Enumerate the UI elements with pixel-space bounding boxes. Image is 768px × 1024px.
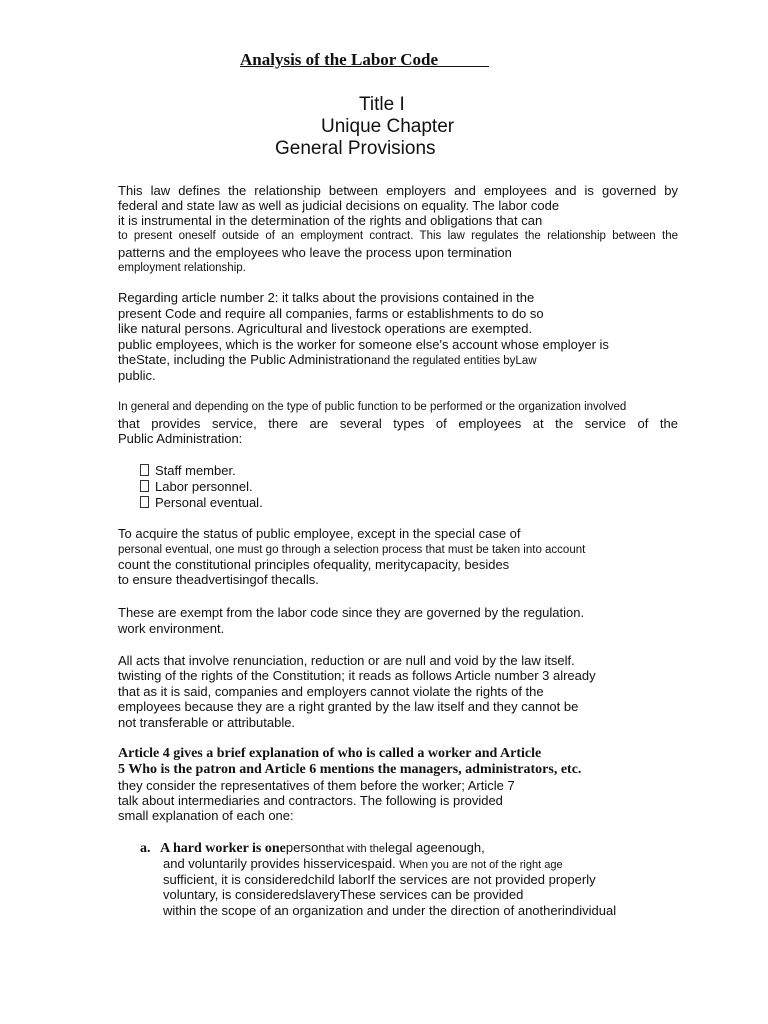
paragraph-7-line: they consider the representatives of them before the worker; Article 7 [118,778,515,793]
paragraph-6-line: employees because they are a right granted by the law itself and they cannot be [118,699,579,714]
paragraph-2-line: like natural persons. Agricultural and livestock operations are exempted. [118,321,533,336]
list-item-a-line: within the scope of an organization and under the direction of anotherindividual [163,903,617,918]
paragraph-1-line: to present oneself outside of an employment contract. This law regulates the relationship between the [118,230,678,242]
paragraph-1-line: employment relationship. [118,262,246,274]
checkbox-icon [140,480,149,492]
paragraph-6-line: twisting of the rights of the Constitution; it reads as follows Article number 3 already [118,668,596,683]
paragraph-6-line: that as it is said, companies and employers cannot violate the rights of the [118,684,544,699]
list-item-a-line: and voluntarily provides hisservicespaid. When you are not of the right age [163,856,563,871]
paragraph-1-line: federal and state law as well as judicial decisions on equality. The labor code [118,198,560,213]
paragraph-4-line: To acquire the status of public employee, except in the special case of [118,526,521,541]
heading-chapter: Unique Chapter [321,116,455,137]
paragraph-2-line: present Code and require all companies, farms or establishments to do so [118,306,544,321]
paragraph-5-line: These are exempt from the labor code since they are governed by the regulation. [118,605,585,620]
list-item: Labor personnel. [140,479,253,494]
paragraph-3-line: In general and depending on the type of public function to be performed or the organization involved [118,401,627,413]
list-item-a-first-line: a. A hard worker is onepersonthat with thelegal ageenough, [140,840,485,856]
paragraph-2-line: theState, including the Public Administrationand the regulated entities byLaw [118,352,537,367]
heading-title: Title I [359,94,405,115]
paragraph-4-line: to ensure theadvertisingof thecalls. [118,572,319,587]
paragraph-5-line: work environment. [118,621,225,636]
paragraph-2-line: public employees, which is the worker for someone else's account whose employer is [118,337,609,352]
paragraph-7-bold-line: 5 Who is the patron and Article 6 mentions the managers, administrators, etc. [118,762,582,777]
paragraph-1-line: This law defines the relationship between employers and employees and is governed by [118,183,678,198]
paragraph-7-bold-line: Article 4 gives a brief explanation of who is called a worker and Article [118,746,542,761]
checkbox-icon [140,464,149,476]
paragraph-3-line: Public Administration: [118,431,243,446]
paragraph-1-line: patterns and the employees who leave the process upon termination [118,245,512,260]
paragraph-4-line: count the constitutional principles ofequality, meritycapacity, besides [118,557,510,572]
document-title: Analysis of the Labor Code [240,50,439,69]
paragraph-6-line: not transferable or attributable. [118,715,296,730]
paragraph-4-line: personal eventual, one must go through a selection process that must be taken into account [118,544,586,556]
paragraph-1-line: it is instrumental in the determination of the rights and obligations that can [118,213,543,228]
paragraph-7-line: talk about intermediaries and contractors. The following is provided [118,793,503,808]
checkbox-icon [140,496,149,508]
paragraph-3-line: that provides service, there are several types of employees at the service of the [118,416,678,431]
paragraph-2-line: Regarding article number 2: it talks about the provisions contained in the [118,290,535,305]
list-item-a-line: sufficient, it is consideredchild laborIf the services are not provided properly [163,872,596,887]
heading-general-provisions: General Provisions [275,138,436,159]
paragraph-7-line: small explanation of each one: [118,808,294,823]
list-item: Staff member. [140,463,236,478]
list-item-a-line: voluntary, is consideredslaveryThese services can be provided [163,887,524,902]
paragraph-2-line: public. [118,368,156,383]
list-item: Personal eventual. [140,495,263,510]
paragraph-6-line: All acts that involve renunciation, reduction or are null and void by the law itself. [118,653,575,668]
